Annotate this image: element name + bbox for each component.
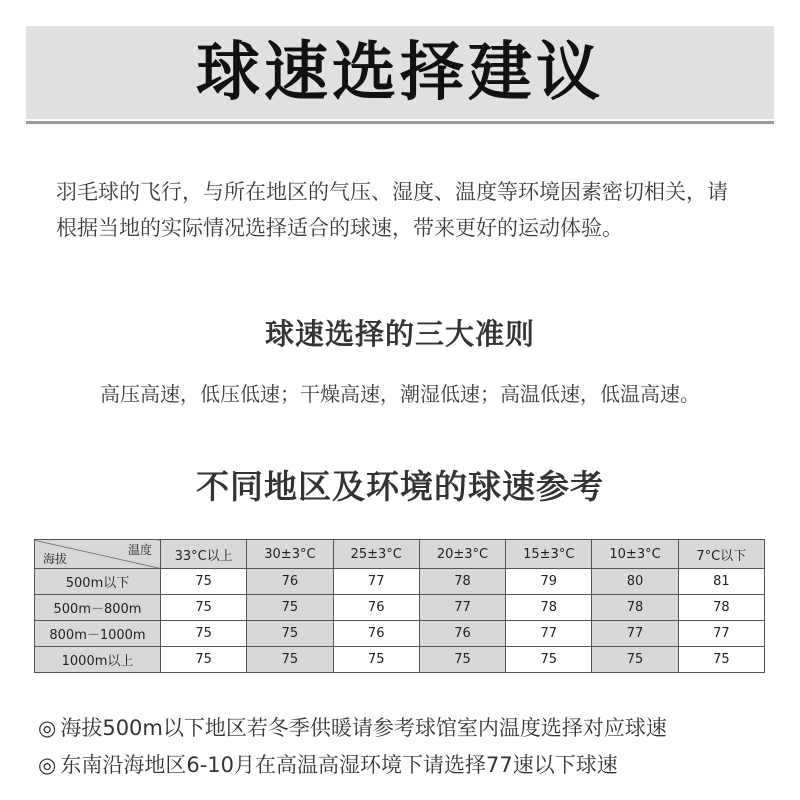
table-cell: 78 bbox=[506, 595, 592, 621]
table-cell: 78 bbox=[419, 569, 505, 595]
note-item bbox=[38, 749, 618, 779]
column-header: 33°C以上 bbox=[161, 540, 247, 569]
table-cell: 81 bbox=[678, 569, 764, 595]
table-row bbox=[35, 595, 765, 621]
table-cell: 75 bbox=[678, 647, 764, 673]
column-header: 7°C以下 bbox=[678, 540, 764, 569]
table-cell: 78 bbox=[678, 595, 764, 621]
table-cell: 76 bbox=[333, 595, 419, 621]
table-cell: 75 bbox=[333, 647, 419, 673]
table-heading: 不同地区及环境的球速参考 bbox=[196, 467, 604, 506]
bullet-circle-icon: ◎ bbox=[38, 753, 57, 777]
page-title: 球速选择建议 bbox=[196, 35, 604, 110]
corner-altitude-label: 海拔 bbox=[43, 552, 68, 566]
table-cell: 76 bbox=[247, 569, 333, 595]
row-label: 800m－1000m bbox=[35, 621, 161, 647]
intro-paragraph: 羽毛球的飞行，与所在地区的气压、湿度、温度等环境因素密切相关，请根据当地的实际情况选择适合的球速，带来更好的运动体验。 bbox=[56, 180, 728, 240]
table-corner-cell bbox=[35, 540, 161, 569]
column-header: 20±3°C bbox=[419, 540, 505, 569]
column-header: 10±3°C bbox=[592, 540, 678, 569]
table-row bbox=[35, 621, 765, 647]
corner-temperature-label: 温度 bbox=[127, 543, 152, 557]
table-cell: 75 bbox=[247, 595, 333, 621]
table-cell: 77 bbox=[678, 621, 764, 647]
table-cell: 76 bbox=[333, 621, 419, 647]
column-header: 15±3°C bbox=[506, 540, 592, 569]
table-cell: 76 bbox=[419, 621, 505, 647]
table-cell: 79 bbox=[506, 569, 592, 595]
table-cell: 78 bbox=[592, 595, 678, 621]
table-cell: 80 bbox=[592, 569, 678, 595]
table-cell: 77 bbox=[592, 621, 678, 647]
table-cell: 75 bbox=[247, 621, 333, 647]
table-cell: 75 bbox=[161, 569, 247, 595]
note-text: 海拔500m以下地区若冬季供暖请参考球馆室内温度选择对应球速 bbox=[60, 716, 667, 740]
table-row bbox=[35, 647, 765, 673]
bullet-circle-icon: ◎ bbox=[38, 716, 57, 740]
speed-reference-table bbox=[34, 539, 765, 673]
table-cell: 77 bbox=[419, 595, 505, 621]
row-label: 500m以下 bbox=[35, 569, 161, 595]
note-item bbox=[38, 712, 667, 742]
table-cell: 75 bbox=[161, 647, 247, 673]
title-divider bbox=[26, 121, 774, 124]
table-cell: 75 bbox=[161, 621, 247, 647]
row-label: 500m－800m bbox=[35, 595, 161, 621]
rules-heading: 球速选择的三大准则 bbox=[264, 317, 535, 351]
table-cell: 75 bbox=[247, 647, 333, 673]
table-cell: 75 bbox=[419, 647, 505, 673]
table-cell: 75 bbox=[592, 647, 678, 673]
note-text: 东南沿海地区6-10月在高温高湿环境下请选择77速以下球速 bbox=[60, 753, 618, 777]
table-cell: 75 bbox=[161, 595, 247, 621]
column-header: 30±3°C bbox=[247, 540, 333, 569]
row-label: 1000m以上 bbox=[35, 647, 161, 673]
title-banner bbox=[26, 26, 774, 119]
table-cell: 77 bbox=[506, 621, 592, 647]
table-header-row bbox=[35, 540, 765, 569]
table-cell: 75 bbox=[506, 647, 592, 673]
column-header: 25±3°C bbox=[333, 540, 419, 569]
table-row bbox=[35, 569, 765, 595]
rules-text: 高压高速，低压低速；干燥高速，潮湿低速；高温低速，低温高速。 bbox=[100, 382, 700, 406]
table-cell: 77 bbox=[333, 569, 419, 595]
